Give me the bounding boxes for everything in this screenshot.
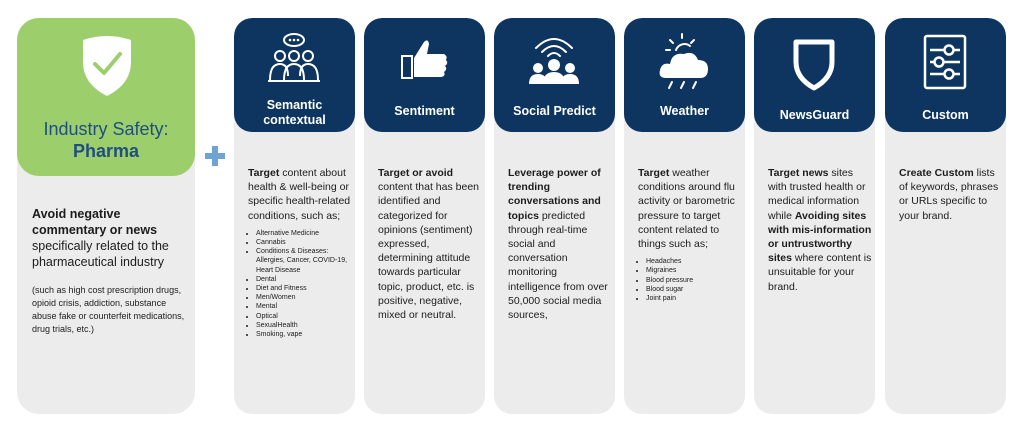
semantic-contextual-body	[248, 166, 352, 339]
sentiment-card	[364, 18, 485, 414]
industry-safety-bold: Avoid negative commentary or news	[32, 207, 158, 237]
list-item: • Men/Women	[256, 293, 352, 302]
list-item: • Dental	[256, 275, 352, 284]
industry-safety-note: (such as high cost prescription drugs, opioid crisis, addiction, substance abuse fake or counterfeit medications, drug trials, etc.)	[32, 285, 185, 334]
weather-card	[624, 18, 745, 414]
industry-safety-description	[32, 206, 187, 270]
sentiment-bold: Target or avoid	[378, 167, 454, 179]
industry-safety-card	[17, 18, 195, 414]
broadcast-audience-icon	[524, 32, 584, 92]
custom-text: lists of keywords, phrases or URLs specific to your brand.	[899, 167, 999, 222]
industry-safety-title-line2: Pharma	[72, 141, 140, 161]
social-predict-body	[508, 166, 612, 322]
weather-bold: Target	[638, 167, 670, 179]
weather-text: weather conditions around flu activity or barometric pressure to target content related to things such as;	[638, 167, 735, 251]
sentiment-text: content that has been identified and categorized for opinions (sentiment) expressed, determining attitude towards particular topic, product, etc. is positive, negative, mixed or neutral.	[378, 181, 479, 322]
list-item: • Smoking, vape	[256, 330, 352, 339]
weather-title: Weather	[659, 104, 710, 118]
list-item: • Blood sugar	[646, 285, 742, 294]
semantic-contextual-title: Semantic contextual	[263, 98, 326, 127]
plus-icon	[205, 146, 225, 166]
sentiment-header	[364, 18, 485, 132]
list-item: • Optical	[256, 312, 352, 321]
newsguard-header	[754, 18, 875, 132]
weather-cloud-icon	[654, 32, 714, 92]
weather-header	[624, 18, 745, 132]
list-item: • SexualHealth	[256, 321, 352, 330]
weather-body	[638, 166, 742, 303]
thumbs-up-icon	[394, 32, 454, 92]
semantic-text: content about health & well-being or specific health-related conditions, such as;	[248, 167, 351, 222]
industry-safety-body	[32, 206, 187, 336]
list-item: • Conditions & Diseases: Allergies, Cancer, COVID-19, Heart Disease	[256, 247, 352, 275]
shield-icon	[784, 32, 844, 92]
newsguard-bold-1: Target news	[768, 167, 829, 179]
shield-check-icon	[79, 32, 135, 98]
list-item: • Diet and Fitness	[256, 284, 352, 293]
social-predict-title: Social Predict	[513, 104, 596, 118]
semantic-bullet-list	[248, 229, 352, 339]
list-item: • Migraines	[646, 266, 742, 275]
sentiment-body	[378, 166, 482, 322]
custom-bold: Create Custom	[899, 167, 974, 179]
social-predict-card	[494, 18, 615, 414]
social-predict-header	[494, 18, 615, 132]
semantic-contextual-header	[234, 18, 355, 132]
semantic-contextual-card	[234, 18, 355, 414]
custom-title: Custom	[922, 108, 969, 122]
custom-header	[885, 18, 1006, 132]
newsguard-body	[768, 166, 872, 294]
weather-bullet-list	[638, 257, 742, 303]
list-item: • Mental	[256, 302, 352, 311]
newsguard-bold-2: Avoiding sites with mis-information or untrustworthy sites	[768, 209, 872, 265]
newsguard-text-1: sites with trusted health or medical information while	[768, 167, 866, 222]
newsguard-card	[754, 18, 875, 414]
list-item: • Joint pain	[646, 294, 742, 303]
custom-card	[885, 18, 1006, 414]
industry-safety-title	[17, 118, 195, 162]
list-item: • Alternative Medicine	[256, 229, 352, 238]
list-item: • Blood pressure	[646, 276, 742, 285]
sliders-list-icon	[915, 32, 975, 92]
sentiment-title: Sentiment	[394, 104, 455, 118]
industry-safety-title-line1: Industry Safety:	[43, 119, 169, 139]
newsguard-title: NewsGuard	[779, 108, 850, 122]
list-item: • Cannabis	[256, 238, 352, 247]
custom-body	[899, 166, 1003, 223]
social-predict-bold: Leverage power of trending conversations and topics	[508, 167, 601, 222]
industry-safety-text: specifically related to the pharmaceutical industry	[32, 239, 169, 269]
newsguard-text-2: where content is unsuitable for your brand.	[768, 252, 872, 293]
social-predict-text: predicted through real-time social and conversation monitoring intelligence from over 50,000 social media sources,	[508, 209, 608, 322]
industry-safety-header	[17, 18, 195, 176]
list-item: • Headaches	[646, 257, 742, 266]
semantic-target-bold: Target	[248, 167, 280, 179]
group-discussion-icon	[264, 32, 324, 92]
